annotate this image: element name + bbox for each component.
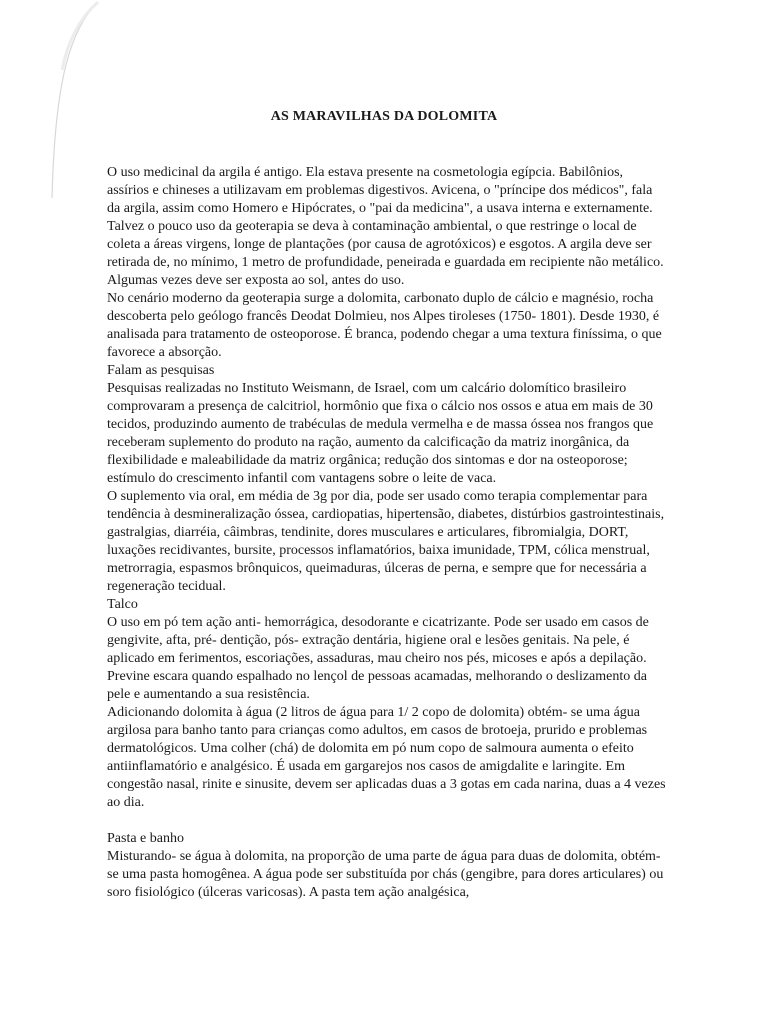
paragraph: O uso medicinal da argila é antigo. Ela estava presente na cosmetologia egípcia. Babilônios, assírios e chineses a utilizavam em problemas digestivos. Avicena, o "príncipe dos médicos", fala da argila, assim como Homero e Hipócrates, o "pai da medicina", a usava interna e externamente. [107, 165, 653, 216]
section-heading-talco: Talco [107, 597, 138, 612]
paragraph: Adicionando dolomita à água (2 litros de água para 1/ 2 copo de dolomita) obtém- se uma água argilosa para banho tanto para crianças como adultos, em casos de brotoeja, prurido e problemas dermatológicos. Uma colher (chá) de dolomita em pó num copo de salmoura aumenta o efeito antiinflamatório e analgésico. É usada em gargarejos nos casos de amigdalite e laringite. Em congestão nasal, rinite e sinusite, devem ser aplicadas duas a 3 gotas em cada narina, duas a 4 vezes ao dia. [107, 705, 666, 810]
paragraph: Pesquisas realizadas no Instituto Weismann, de Israel, com um calcário dolomítico brasileiro comprovaram a presença de calcitriol, hormônio que fixa o cálcio nos ossos e atua em mais de 30 tecidos, produzindo aumento de trabéculas de medula vermelha e de massa óssea nos frangos que receberam suplemento do produto na ração, aumento da calcificação da matriz inorgânica, da flexibilidade e maleabilidade da matriz orgânica; redução dos sintomas e dor na osteoporose; estímulo do crescimento infantil com vantagens sobre o leite de vaca. [107, 381, 654, 486]
section-heading-pasta: Pasta e banho [107, 831, 184, 846]
paragraph: O uso em pó tem ação anti- hemorrágica, desodorante e cicatrizante. Pode ser usado em casos de gengivite, afta, pré- dentição, pós- extração dentária, higiene oral e lesões genitais. Na pele, é aplicado em ferimentos, escoriações, assaduras, mau cheiro nos pés, micoses e após a depilação. Previne escara quando espalhado no lençol de pessoas acamadas, melhorando o deslizamento da pele e aumentando a sua resistência. [107, 615, 649, 702]
blank-line [107, 812, 667, 830]
paragraph: Misturando- se água à dolomita, na proporção de uma parte de água para duas de dolomita, obtém- se uma pasta homogênea. A água pode ser substituída por chás (gengibre, para dores articulares) ou soro fisiológico (úlceras varicosas). A pasta tem ação analgésica, [107, 849, 664, 900]
paragraph: O suplemento via oral, em média de 3g por dia, pode ser usado como terapia complementar para tendência à desmineralização óssea, cardiopatias, hipertensão, diabetes, distúrbios gastrointestinais, gastralgias, diarréia, câimbras, tendinite, dores musculares e articulares, fibromialgia, DORT, luxações recidivantes, bursite, processos inflamatórios, baixa imunidade, TPM, cólica menstrual, metrorragia, espasmos brônquicos, queimaduras, úlceras de perna, e sempre que for necessária a regeneração tecidual. [107, 489, 665, 594]
document-title: AS MARAVILHAS DA DOLOMITA [270, 109, 498, 124]
paragraph: Talvez o pouco uso da geoterapia se deva à contaminação ambiental, o que restringe o local de coleta a áreas virgens, longe de plantações (por causa de agrotóxicos) e esgotos. A argila deve ser retirada de, no mínimo, 1 metro de profundidade, peneirada e guardada em recipiente não metálico. Algumas vezes deve ser exposta ao sol, antes do uso. [107, 219, 664, 288]
document-body [107, 164, 667, 902]
section-heading-pesquisas: Falam as pesquisas [107, 363, 215, 378]
paragraph: No cenário moderno da geoterapia surge a dolomita, carbonato duplo de cálcio e magnésio, rocha descoberta pelo geólogo francês Deodat Dolmieu, nos Alpes tiroleses (1750- 1801). Desde 1930, é analisada para tratamento de osteoporose. É branca, podendo chegar a uma textura finíssima, o que favorece a absorção. [107, 291, 662, 360]
page-curl-decoration [0, 0, 120, 200]
